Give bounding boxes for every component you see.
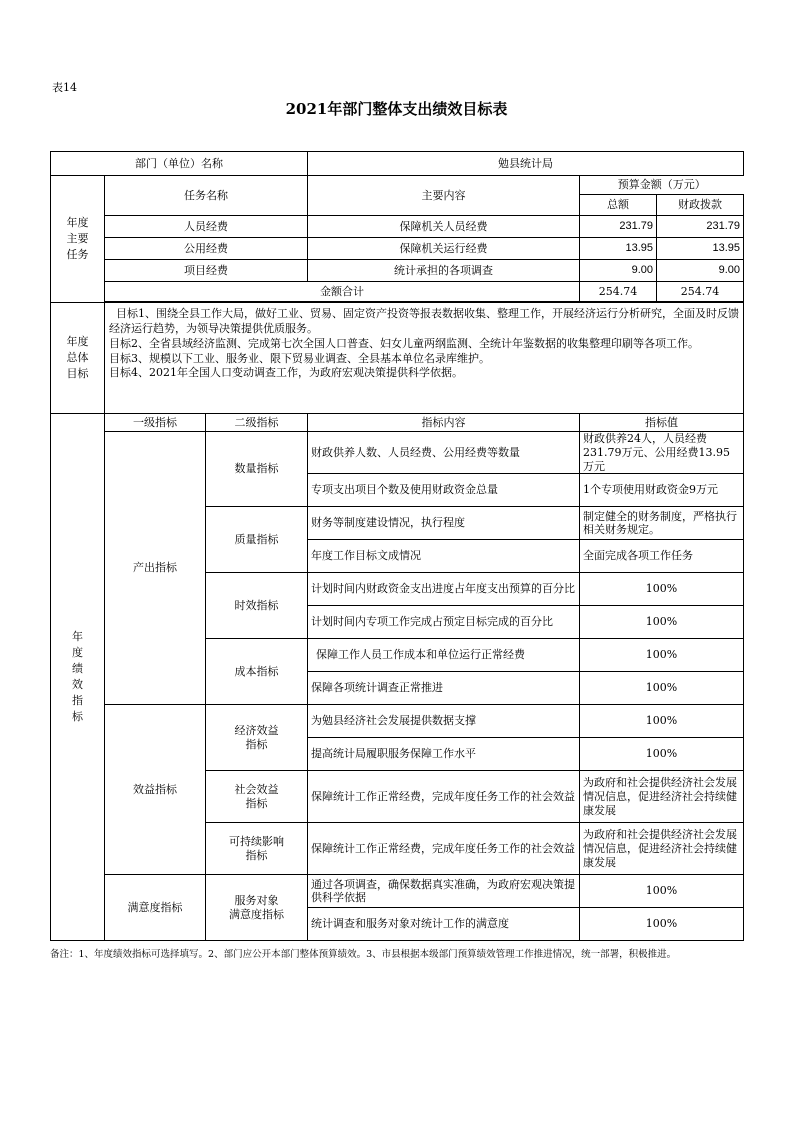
dept-label: 部门（单位）名称 <box>51 152 308 176</box>
indicator-value: 为政府和社会提供经济社会发展情况信息，促进经济社会持续健康发展 <box>580 823 744 875</box>
task-row <box>51 238 744 260</box>
indicator-value: 100% <box>580 738 744 771</box>
indicator-value: 为政府和社会提供经济社会发展情况信息，促进经济社会持续健康发展 <box>580 771 744 823</box>
dept-value: 勉县统计局 <box>308 152 744 176</box>
sustainable-indicator: 可持续影响 指标 <box>206 823 308 875</box>
indicator-row <box>51 705 744 738</box>
sum-fiscal: 254.74 <box>657 282 744 302</box>
indicator-content-header: 指标内容 <box>308 414 580 432</box>
indicator-content: 财务等制度建设情况，执行程度 <box>308 507 580 540</box>
task-name: 人员经费 <box>105 216 308 238</box>
task-row <box>51 260 744 282</box>
goal-line: 目标3、规模以下工业、服务业、限下贸易业调查、全县基本单位名录库维护。 <box>109 351 490 365</box>
indicator-content: 提高统计局履职服务保障工作水平 <box>308 738 580 771</box>
level2-header: 二级指标 <box>206 414 308 432</box>
timeliness-indicator: 时效指标 <box>206 573 308 639</box>
task-name: 项目经费 <box>105 260 308 282</box>
footnote: 备注：1、年度绩效指标可选择填写。2、部门应公开本部门整体预算绩效。3、市县根据本级部门预算绩效管理工作推进情况，统一部署，积极推进。 <box>50 949 677 960</box>
indicator-content: 为勉县经济社会发展提供数据支撑 <box>308 705 580 738</box>
indicator-content: 计划时间内财政资金支出进度占年度支出预算的百分比 <box>308 573 580 606</box>
cost-indicator: 成本指标 <box>206 639 308 705</box>
sum-row <box>51 282 744 302</box>
task-name-header: 任务名称 <box>105 176 308 216</box>
indicator-value: 全面完成各项工作任务 <box>580 540 744 573</box>
task-content: 统计承担的各项调查 <box>308 260 580 282</box>
indicator-value: 制定健全的财务制度，严格执行相关财务规定。 <box>580 507 744 540</box>
indicator-value: 100% <box>580 908 744 941</box>
indicator-value-header: 指标值 <box>580 414 744 432</box>
total-header: 总额 <box>580 195 657 216</box>
indicator-value: 100% <box>580 573 744 606</box>
task-total: 13.95 <box>580 238 657 260</box>
indicator-value: 100% <box>580 606 744 639</box>
task-content: 保障机关运行经费 <box>308 238 580 260</box>
budget-header: 预算金额（万元） <box>580 176 744 195</box>
indicator-value: 1个专项使用财政资金9万元 <box>580 474 744 507</box>
indicator-content: 保障统计工作正常经费，完成年度任务工作的社会效益 <box>308 771 580 823</box>
indicator-content: 财政供养人数、人员经费、公用经费等数量 <box>308 432 580 474</box>
sum-label: 金额合计 <box>105 282 580 302</box>
quantity-indicator: 数量指标 <box>206 432 308 507</box>
level1-header: 一级指标 <box>105 414 206 432</box>
economic-indicator: 经济效益 指标 <box>206 705 308 771</box>
indicator-value: 100% <box>580 705 744 738</box>
overall-goals-label: 年度 总体 目标 <box>51 303 105 414</box>
annual-tasks-label: 年度 主要 任务 <box>51 176 105 303</box>
task-content: 保障机关人员经费 <box>308 216 580 238</box>
goal-line: 目标1、围绕全县工作大局，做好工业、贸易、固定资产投资等报表数据收集、整理工作，开展经济运行分析研究，全面及时反馈经济运行趋势，为领导决策提供优质服务。 <box>109 307 739 335</box>
task-fiscal: 13.95 <box>657 238 744 260</box>
goal-line: 目标2、全省县域经济监测、完成第七次全国人口普查、妇女儿童两纲监测、全统计年鉴数据的收集整理印刷等各项工作。 <box>109 336 699 350</box>
indicator-value: 100% <box>580 875 744 908</box>
main-content-header: 主要内容 <box>308 176 580 216</box>
indicator-row <box>51 432 744 474</box>
task-fiscal: 9.00 <box>657 260 744 282</box>
indicator-row <box>51 875 744 908</box>
satisfaction-indicator: 满意度指标 <box>105 875 206 941</box>
page-title: 2021年部门整体支出绩效目标表 <box>285 100 508 118</box>
sum-total: 254.74 <box>580 282 657 302</box>
indicator-content: 通过各项调查，确保数据真实准确，为政府宏观决策提供科学依据 <box>308 875 580 908</box>
quality-indicator: 质量指标 <box>206 507 308 573</box>
fiscal-header: 财政拨款 <box>657 195 744 216</box>
indicator-value: 财政供养24人，人员经费231.79万元、公用经费13.95万元 <box>580 432 744 474</box>
goal-line: 目标4、2021年全国人口变动调查工作，为政府宏观决策提供科学依据。 <box>109 366 463 380</box>
indicator-content: 专项支出项目个数及使用财政资金总量 <box>308 474 580 507</box>
indicator-content: 统计调查和服务对象对统计工作的满意度 <box>308 908 580 941</box>
indicator-value: 100% <box>580 639 744 672</box>
indicator-content: 年度工作目标文成情况 <box>308 540 580 573</box>
overall-goals <box>105 303 744 414</box>
indicator-content: 保障统计工作正常经费，完成年度任务工作的社会效益 <box>308 823 580 875</box>
table-number: 表14 <box>52 81 77 94</box>
social-indicator: 社会效益 指标 <box>206 771 308 823</box>
service-satisfaction-indicator: 服务对象 满意度指标 <box>206 875 308 941</box>
indicator-value: 100% <box>580 672 744 705</box>
task-total: 231.79 <box>580 216 657 238</box>
performance-target-table <box>50 151 744 941</box>
task-row <box>51 216 744 238</box>
task-fiscal: 231.79 <box>657 216 744 238</box>
output-indicator: 产出指标 <box>105 432 206 705</box>
indicator-content: 保障工作人员工作成本和单位运行正常经费 <box>308 639 580 672</box>
indicator-content: 保障各项统计调查正常推进 <box>308 672 580 705</box>
benefit-indicator: 效益指标 <box>105 705 206 875</box>
task-name: 公用经费 <box>105 238 308 260</box>
task-total: 9.00 <box>580 260 657 282</box>
performance-label: 年 度 绩 效 指 标 <box>51 414 105 941</box>
indicator-content: 计划时间内专项工作完成占预定目标完成的百分比 <box>308 606 580 639</box>
